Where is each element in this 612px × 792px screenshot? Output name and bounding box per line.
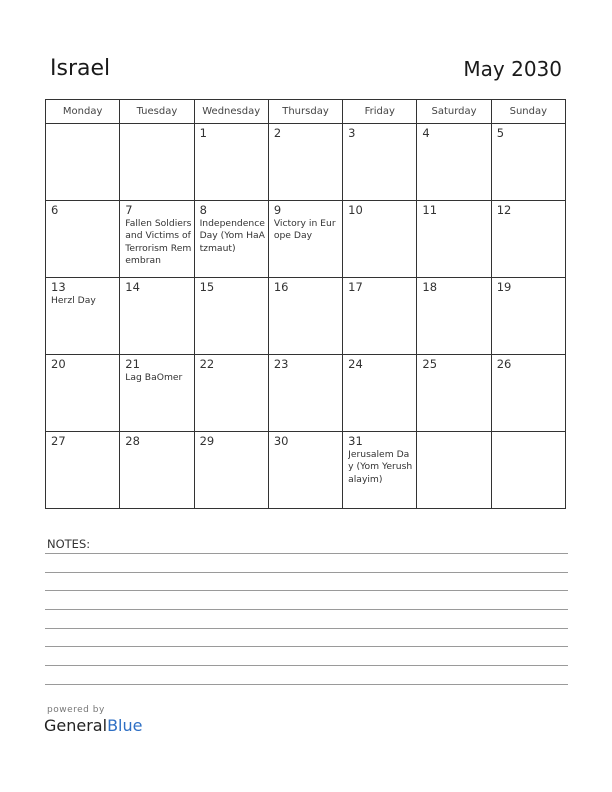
day-number: 27 — [51, 434, 66, 448]
brand-name-part1: General — [44, 716, 108, 735]
weekday-header-row — [46, 100, 566, 124]
holiday-label: Lag BaOmer — [125, 372, 183, 383]
day-cell — [417, 124, 491, 201]
day-cell — [194, 432, 268, 509]
day-number: 24 — [348, 357, 363, 371]
month-year-title: May 2030 — [463, 57, 562, 81]
day-cell — [417, 201, 491, 278]
day-cell — [46, 201, 120, 278]
day-number: 15 — [199, 280, 215, 294]
day-number: 29 — [199, 434, 215, 448]
day-number: 19 — [496, 280, 512, 294]
notes-line — [45, 609, 568, 610]
day-number: 13 — [51, 280, 66, 294]
holiday-label: Independence Day (Yom HaAtzmaut) — [199, 218, 265, 254]
day-cell — [46, 278, 120, 355]
week-row — [46, 201, 566, 278]
day-cell — [194, 201, 268, 278]
day-cell — [417, 278, 491, 355]
weekday-header: Thursday — [268, 100, 342, 124]
day-cell — [343, 278, 417, 355]
day-cell — [268, 278, 342, 355]
day-number: 21 — [125, 357, 140, 371]
day-number: 14 — [125, 280, 140, 294]
day-number: 10 — [348, 203, 363, 217]
day-cell — [417, 432, 491, 509]
day-cell — [343, 124, 417, 201]
notes-line — [45, 684, 568, 685]
day-cell — [46, 124, 120, 201]
day-number: 5 — [496, 126, 505, 140]
day-cell — [120, 201, 194, 278]
notes-line — [45, 590, 568, 591]
day-number: 7 — [125, 203, 133, 217]
day-number: 2 — [273, 126, 282, 140]
day-number: 25 — [422, 357, 438, 371]
day-cell — [343, 432, 417, 509]
notes-line — [45, 646, 568, 647]
day-number: 18 — [422, 280, 438, 294]
brand-logo — [44, 716, 142, 735]
notes-line — [45, 628, 568, 629]
day-number: 30 — [273, 434, 289, 448]
day-cell — [268, 124, 342, 201]
day-number: 23 — [273, 357, 289, 371]
week-row — [46, 278, 566, 355]
day-cell — [268, 355, 342, 432]
weekday-header: Monday — [46, 100, 120, 124]
day-cell — [491, 432, 565, 509]
week-row — [46, 432, 566, 509]
holiday-label: Victory in Europe Day — [273, 218, 336, 242]
day-cell — [120, 355, 194, 432]
day-number: 12 — [496, 203, 512, 217]
brand-name-part2: Blue — [107, 716, 143, 735]
day-cell — [46, 432, 120, 509]
holiday-label: Herzl Day — [51, 295, 96, 306]
weekday-header: Friday — [343, 100, 417, 124]
day-cell — [194, 278, 268, 355]
day-number: 20 — [51, 357, 66, 371]
day-number: 17 — [348, 280, 363, 294]
notes-line — [45, 553, 568, 554]
day-cell — [46, 355, 120, 432]
day-number: 11 — [422, 203, 438, 217]
day-cell — [491, 278, 565, 355]
day-number: 3 — [348, 126, 356, 140]
day-number: 9 — [273, 203, 282, 217]
day-number: 31 — [348, 434, 363, 448]
day-cell — [268, 201, 342, 278]
week-row — [46, 124, 566, 201]
notes-line — [45, 572, 568, 573]
day-cell — [491, 201, 565, 278]
day-cell — [417, 355, 491, 432]
day-cell — [343, 201, 417, 278]
day-number: 28 — [125, 434, 140, 448]
day-number: 16 — [273, 280, 289, 294]
day-cell — [491, 355, 565, 432]
day-cell — [194, 355, 268, 432]
holiday-label: Fallen Soldiers and Victims of Terrorism Remembran — [125, 218, 192, 266]
day-cell — [343, 355, 417, 432]
weekday-header: Wednesday — [194, 100, 268, 124]
day-number: 22 — [199, 357, 215, 371]
day-cell — [268, 432, 342, 509]
weekday-header: Tuesday — [120, 100, 194, 124]
powered-by-text: powered by — [47, 705, 105, 715]
country-title: Israel — [50, 56, 111, 81]
notes-label: NOTES: — [47, 537, 91, 551]
notes-line — [45, 665, 568, 666]
day-cell — [120, 432, 194, 509]
day-number: 26 — [496, 357, 512, 371]
day-cell — [194, 124, 268, 201]
week-row — [46, 355, 566, 432]
day-number: 4 — [422, 126, 430, 140]
calendar-grid — [45, 99, 566, 509]
holiday-label: Jerusalem Day (Yom Yerushalayim) — [348, 449, 413, 485]
day-number: 1 — [199, 126, 207, 140]
weekday-header: Saturday — [417, 100, 491, 124]
day-cell — [120, 124, 194, 201]
day-cell — [491, 124, 565, 201]
weekday-header: Sunday — [491, 100, 565, 124]
day-number: 6 — [51, 203, 59, 217]
day-cell — [120, 278, 194, 355]
day-number: 8 — [199, 203, 207, 217]
